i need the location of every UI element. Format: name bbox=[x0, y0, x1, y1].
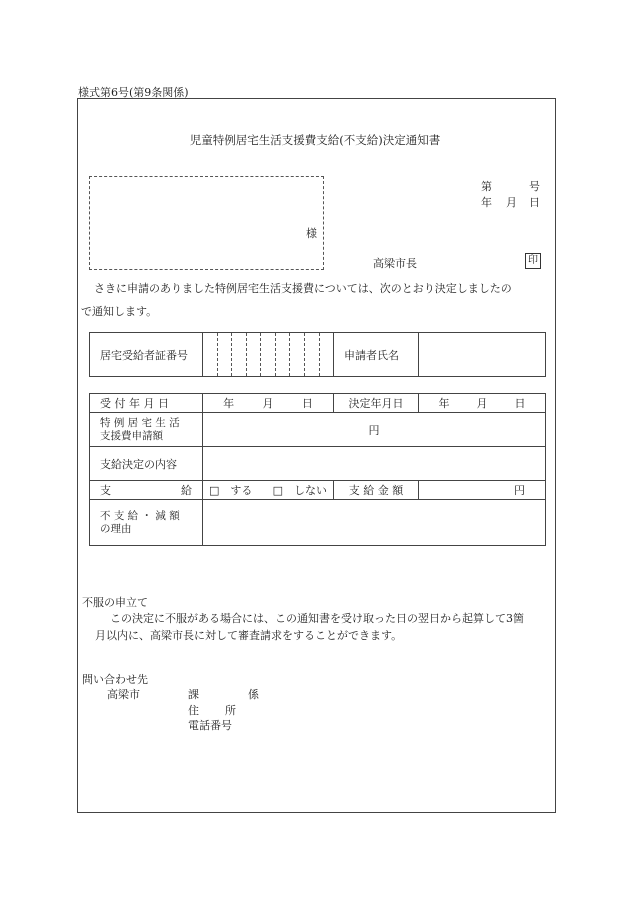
payment-label-right: 給 bbox=[181, 484, 192, 497]
appeal-text-line-1: この決定に不服がある場合には、この通知書を受け取った日の翌日から起算して3箇 bbox=[110, 612, 524, 625]
cert-digit-cell[interactable] bbox=[320, 333, 334, 376]
receipt-month: 月 bbox=[262, 397, 274, 410]
reason-field[interactable] bbox=[203, 500, 546, 546]
decision-year: 年 bbox=[438, 397, 450, 410]
cert-number-cells[interactable] bbox=[203, 333, 334, 377]
contact-address-label-1: 住 bbox=[188, 704, 199, 717]
cert-digit-cell[interactable] bbox=[276, 333, 291, 376]
contact-address-label-2: 所 bbox=[225, 704, 236, 717]
receipt-date-label: 受 付 年 月 日 bbox=[90, 394, 203, 413]
decision-month: 月 bbox=[476, 397, 488, 410]
applicant-name-field[interactable] bbox=[419, 333, 546, 377]
payment-amount-unit: 円 bbox=[514, 484, 525, 497]
certificate-table bbox=[89, 332, 546, 377]
contact-subsection: 係 bbox=[248, 688, 259, 701]
appeal-text-line-2: 月以内に、高梁市長に対して審査請求をすることができます。 bbox=[95, 629, 403, 642]
option-no-checkbox[interactable]: □ しない bbox=[272, 484, 327, 497]
decision-day: 日 bbox=[514, 397, 526, 410]
requested-amount-label: 特 例 居 宅 生 活 支援費申請額 bbox=[90, 413, 203, 447]
date-day-label: 日 bbox=[529, 196, 540, 209]
payment-label-left: 支 bbox=[100, 484, 111, 497]
requested-amount-field[interactable] bbox=[203, 413, 546, 447]
payment-amount-field[interactable] bbox=[419, 481, 546, 500]
payment-amount-label: 支 給 金 額 bbox=[334, 481, 419, 500]
cert-digit-cell[interactable] bbox=[203, 333, 218, 376]
cert-digit-cell[interactable] bbox=[305, 333, 320, 376]
date-month-label: 月 bbox=[506, 196, 517, 209]
decision-content-label: 支給決定の内容 bbox=[90, 447, 203, 481]
intro-text-line-2: で通知します。 bbox=[81, 305, 158, 318]
decision-date-field[interactable] bbox=[419, 394, 546, 413]
intro-text-line-1: さきに申請のありました特例居宅生活支援費については、次のとおり決定しましたの bbox=[94, 282, 512, 295]
receipt-date-field[interactable] bbox=[203, 394, 334, 413]
requested-amount-unit: 円 bbox=[368, 423, 380, 437]
number-prefix: 第 bbox=[481, 180, 492, 193]
payment-options bbox=[203, 481, 334, 500]
document-title: 児童特例居宅生活支援費支給(不支給)決定通知書 bbox=[189, 133, 441, 147]
payment-label bbox=[90, 481, 203, 500]
reason-label: 不 支 給 ・ 減 額 の理由 bbox=[90, 500, 203, 546]
recipient-address-box bbox=[89, 176, 324, 270]
cert-digit-cell[interactable] bbox=[232, 333, 247, 376]
applicant-name-label: 申請者氏名 bbox=[334, 333, 419, 377]
decision-date-label: 決定年月日 bbox=[334, 394, 419, 413]
cert-digit-cell[interactable] bbox=[218, 333, 233, 376]
receipt-year: 年 bbox=[223, 397, 235, 410]
cert-digit-cell[interactable] bbox=[290, 333, 305, 376]
honorific-sama: 様 bbox=[306, 227, 317, 240]
cert-digit-cell[interactable] bbox=[247, 333, 262, 376]
contact-section: 課 bbox=[188, 688, 199, 701]
contact-city: 高梁市 bbox=[107, 688, 140, 701]
issuer-mayor: 高梁市長 bbox=[373, 257, 417, 270]
contact-heading: 問い合わせ先 bbox=[82, 673, 148, 686]
cert-digit-cell[interactable] bbox=[261, 333, 276, 376]
number-suffix: 号 bbox=[529, 180, 540, 193]
decision-table bbox=[89, 393, 546, 546]
receipt-day: 日 bbox=[301, 397, 313, 410]
decision-content-field[interactable] bbox=[203, 447, 546, 481]
cert-number-label: 居宅受給者証番号 bbox=[90, 333, 203, 377]
seal-stamp-box: 印 bbox=[525, 253, 541, 269]
appeal-heading: 不服の申立て bbox=[82, 596, 148, 609]
form-number-label: 様式第6号(第9条関係) bbox=[78, 86, 189, 99]
date-year-label: 年 bbox=[481, 196, 492, 209]
option-yes-checkbox[interactable]: □ する bbox=[209, 484, 253, 497]
contact-phone-label: 電話番号 bbox=[188, 719, 232, 732]
